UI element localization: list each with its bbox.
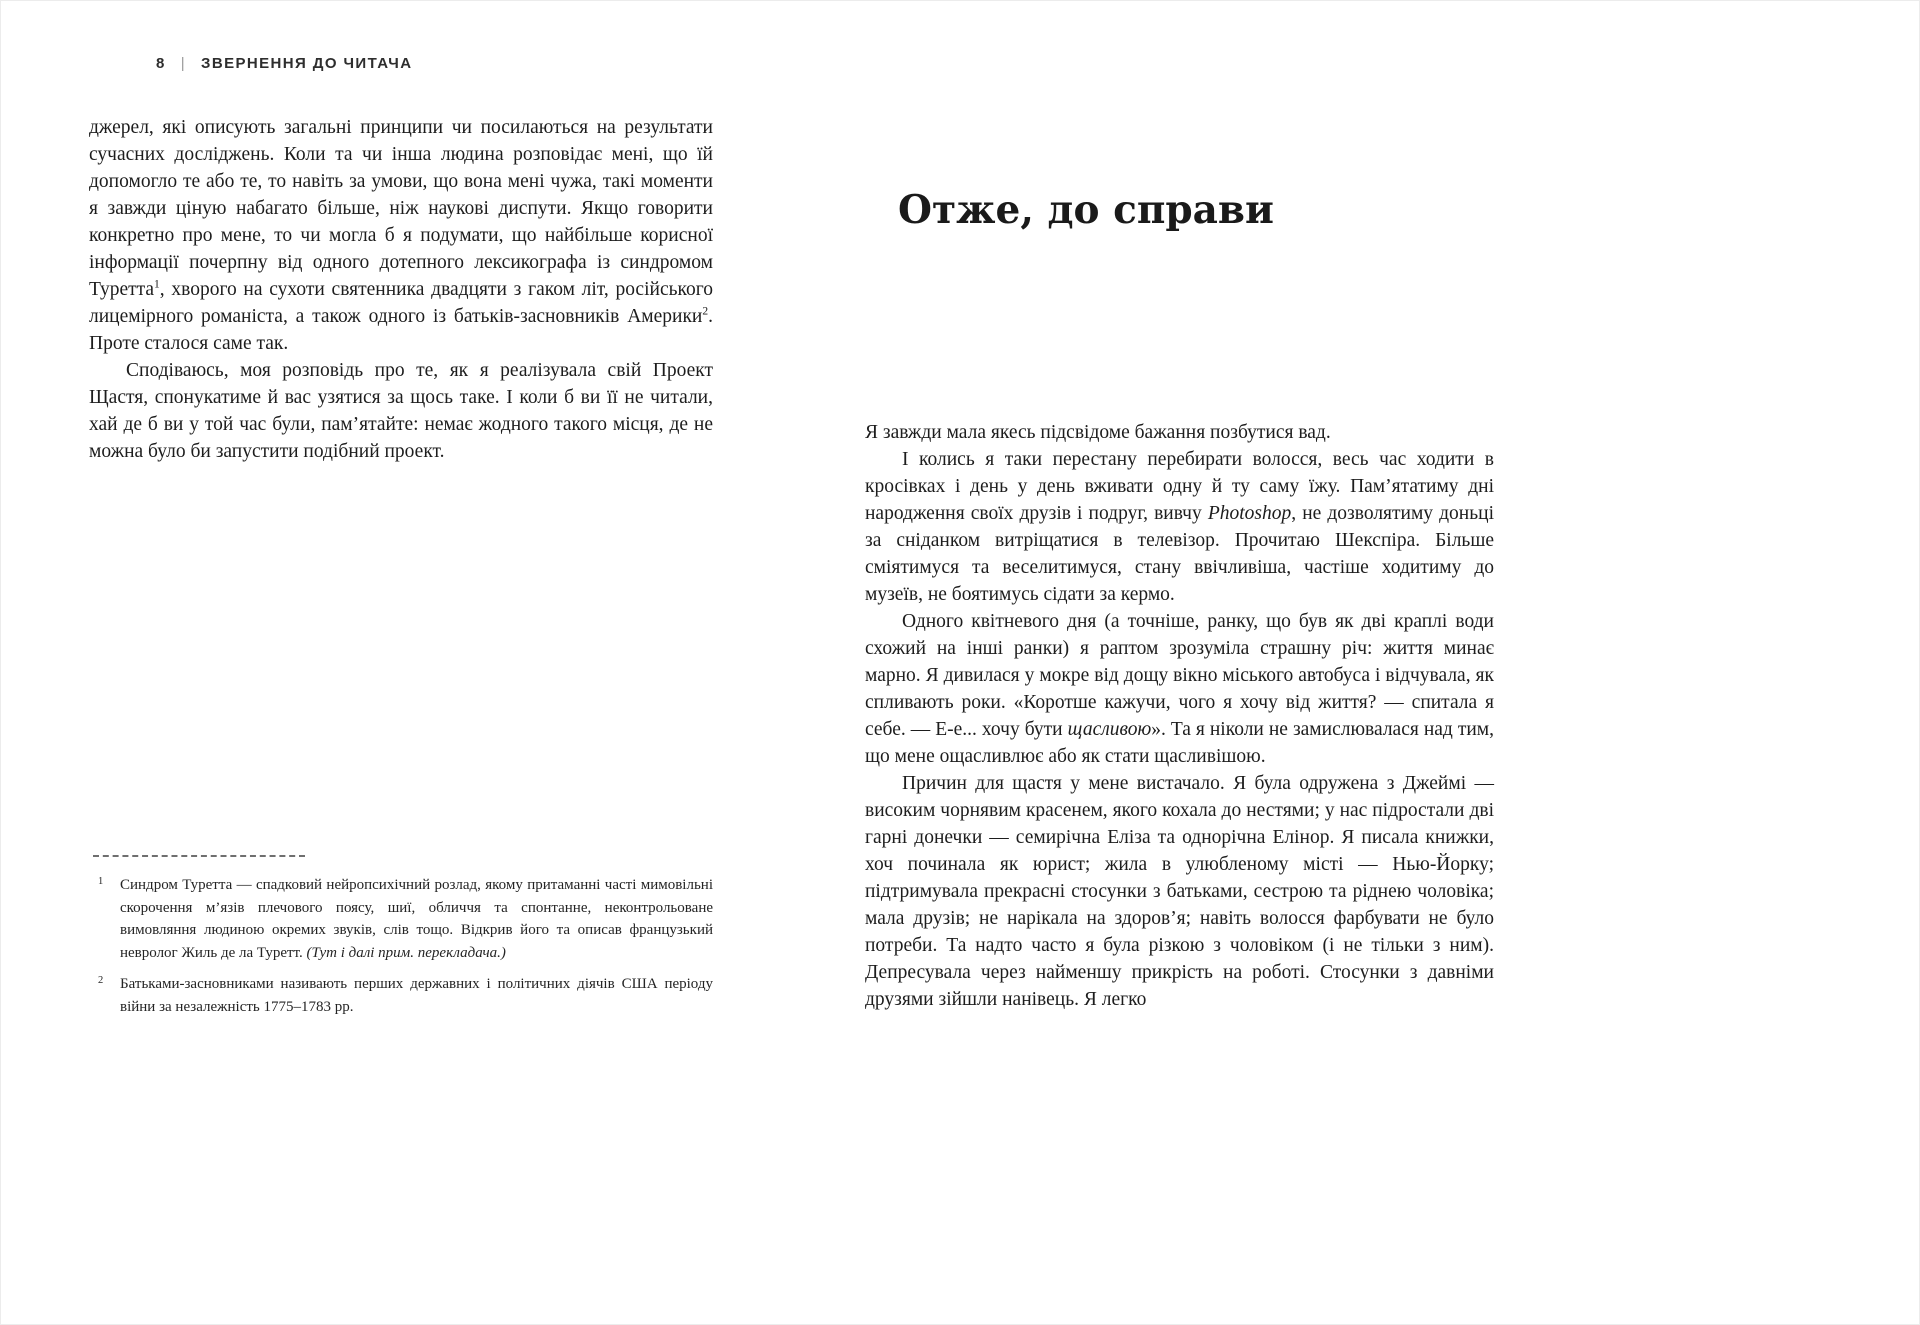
text-run: . Проте сталося саме так. (89, 306, 713, 354)
paragraph (865, 419, 1494, 446)
footnote-marker: 1 (98, 876, 104, 887)
italic-text: Photoshop (1207, 503, 1292, 524)
paragraph (865, 770, 1494, 1013)
text-run: Синдром Туретта — спадковий нейропсихічний розлад, якому притаманні часті мимовільні скорочення м’язів плечового поясу, шиї, обличчя та спонтанне, неконтрольоване вимовляння людиною окремих звуків, слів тощо. Відкрив його та описав французький невролог Жиль де ла Туретт. (120, 877, 713, 961)
paragraph (89, 357, 713, 465)
text-run: Причин для щастя у мене вистачало. Я була одружена з Джеймі — високим чорнявим красенем, якого кохала до нестями; у нас підростали дві гарні донечки — семирічна Еліза та однорічна Елінор. Я писала книжки, хоч починала як юрист; жила в улюбленому місті — Нью-Йорку; підтримувала прекрасні стосунки з батьками, сестрою та ріднею чоловіка; мала друзів; не нарікала на здоров’я; навіть волосся фарбувати не було потреби. Та надто часто я була різкою з чоловіком (і не тільки з ним). Депресувала через найменшу прикрість на роботі. Стосунки з давніми друзями зійшли нанівець. Я легко (865, 773, 1494, 1010)
text-run: джерел, які описують загальні принципи чи посилаються на результати сучасних досліджень. Коли та чи інша людина розповідає мені, що їй допомогло те або те, то навіть за умови, що вона мені чужа, такі моменти я завжди ціную набагато більше, ніж наукові диспути. Якщо говорити конкретно про мене, то чи могла б я подумати, що найбільше корисної інформації почерпну від одного дотепного лексикографа із синдромом Туретта (89, 117, 713, 300)
header-title: ЗВЕРНЕННЯ ДО ЧИТАЧА (201, 55, 413, 72)
footnotes-block (93, 855, 713, 1027)
text-run: , хворого на сухоти святенника двадцяти з гаком літ, російського лицемірного романіста, а також одного із батьків-засновників Америки (89, 279, 713, 327)
italic-text: (Тут і далі прим. перекладача.) (306, 944, 506, 961)
footnote-reference: 2 (702, 305, 709, 318)
left-body-text (89, 114, 713, 465)
paragraph (865, 446, 1494, 608)
footnote (93, 874, 713, 964)
footnote-marker: 2 (98, 975, 104, 986)
paragraph (89, 114, 713, 357)
text-run: Батьками-засновниками називають перших державних і політичних діячів США періоду війни за незалежність 1775–1783 рр. (120, 976, 713, 1015)
running-head (156, 55, 412, 72)
footnote-text (120, 877, 713, 961)
footnote-separator (93, 855, 305, 857)
italic-text: щасливою (1067, 719, 1152, 740)
text-run: Я завжди мала якесь підсвідоме бажання позбутися вад. (865, 422, 1331, 443)
text-run: , не дозволятиму доньці за сніданком витріщатися в телевізор. Прочитаю Шекспіра. Більше сміятимуся та веселитимуся, стану ввічливіша, частіше ходитиму до музеїв, не боятимусь сідати за кермо. (865, 503, 1494, 605)
footnote-text (120, 976, 713, 1015)
paragraph (865, 608, 1494, 770)
footnote-list (93, 874, 713, 1018)
text-run: ». Та я ніколи не замислювалася над тим, що мене ощасливлює або як стати щасливішою. (865, 719, 1495, 767)
text-run: І колись я таки перестану перебирати волосся, весь час ходити в кросівках і день у день вживати одну й ту саму їжу. Пам’ятатиму дні народження своїх друзів і подруг, вивчу (865, 449, 1494, 524)
footnote-reference: 1 (154, 278, 160, 291)
right-body-text (865, 419, 1494, 1013)
header-separator: | (180, 55, 187, 72)
page-number: 8 (156, 55, 166, 72)
footnote (93, 973, 713, 1018)
text-run: Сподіваюсь, моя розповідь про те, як я реалізувала свій Проект Щастя, спонукатиме й вас узятися за щось таке. І коли б ви її не читали, хай де б ви у той час були, пам’ятайте: немає жодного такого місця, де не можна було би запустити подібний проект. (89, 360, 713, 462)
text-run: Одного квітневого дня (а точніше, ранку, що був як дві краплі води схожий на інші ранки) я раптом зрозуміла страшну річ: життя минає марно. Я дивилася у мокре від дощу вікно міського автобуса і відчувала, як спливають роки. «Коротше кажучи, чого я хочу від життя? — спитала я себе. — Е-е... хочу бути (865, 611, 1494, 740)
chapter-title: Отже, до справи (898, 187, 1274, 233)
